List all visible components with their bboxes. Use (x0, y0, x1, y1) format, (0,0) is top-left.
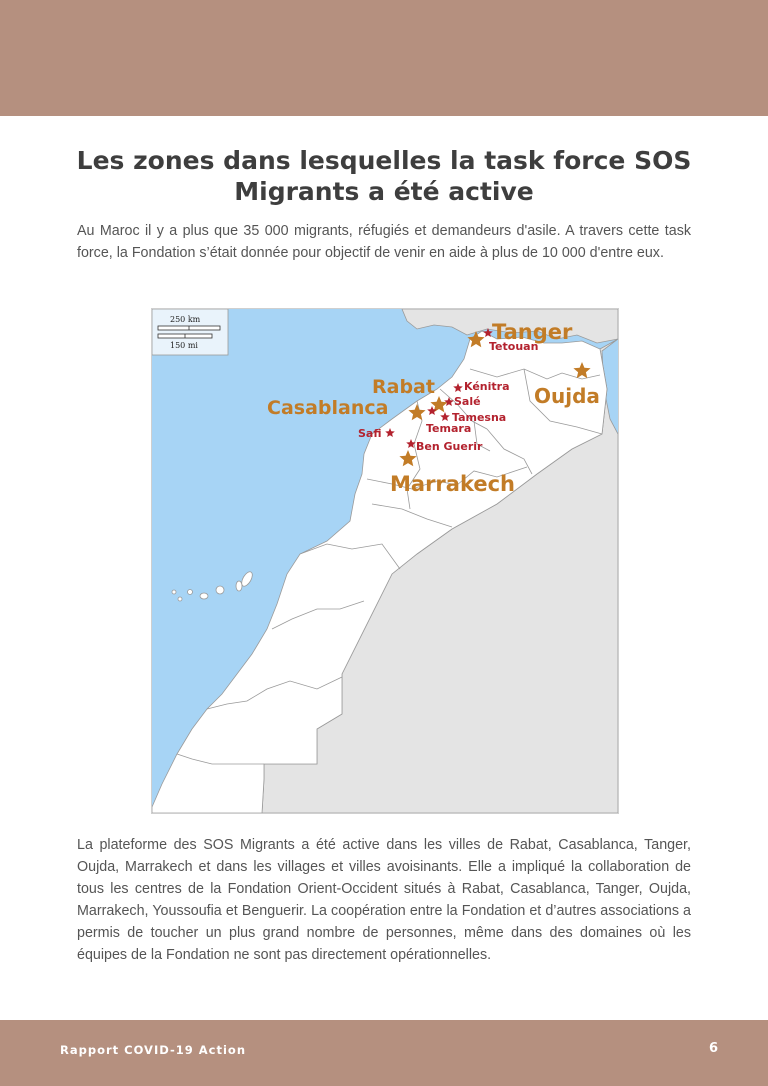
city-label-safi: Safi (358, 427, 382, 440)
city-label-kenitra: Kénitra (464, 380, 510, 393)
city-label-tanger: Tanger (492, 320, 573, 344)
footer-report-title: Rapport COVID-19 Action (60, 1043, 247, 1057)
page-title: Les zones dans lesquelles la task force SOS Migrants a été active (76, 146, 692, 206)
map-svg (152, 309, 618, 813)
city-label-marrakech: Marrakech (390, 472, 515, 496)
body-paragraph: La plateforme des SOS Migrants a été active dans les villes de Rabat, Casablanca, Tanger, Oujda, Marrakech et dans les villages et villes avoisinants. Elle a impliqué la collaboration de tous les centres de la Fondation Orient-Occident situés à Rabat, Casablanca, Tanger, Oujda, Marrakech, Youssoufia et Benguerir. La coopération entre la Fondation et d’autres associations a permis de toucher un plus grand nombre de personnes, même dans des domaines où les équipes de la Fondation ne sont pas directement opérationnelles. (77, 837, 691, 963)
city-label-sale: Salé (454, 395, 481, 408)
scale-mi-label: 150 mi (170, 341, 198, 350)
intro-paragraph: Au Maroc il y a plus que 35 000 migrants, réfugiés et demandeurs d'asile. A travers cette task force, la Fondation s’était donnée pour objectif de venir en aide à plus de 10 000 d'entre eux. (77, 223, 691, 261)
city-label-tamesna: Tamesna (452, 411, 507, 424)
city-label-temara: Temara (426, 422, 472, 435)
morocco-map (151, 308, 619, 814)
city-label-rabat: Rabat (372, 376, 435, 398)
header-band (0, 0, 768, 116)
city-label-ben-guerir: Ben Guerir (416, 440, 483, 453)
scale-km-label: 250 km (170, 315, 201, 324)
scale-bar (152, 309, 228, 355)
footer-page-number: 6 (708, 1041, 718, 1056)
city-label-tetouan: Tetouan (489, 340, 539, 353)
city-label-casablanca: Casablanca (267, 397, 389, 419)
canary-islands (172, 570, 254, 601)
city-label-oujda: Oujda (534, 384, 600, 408)
